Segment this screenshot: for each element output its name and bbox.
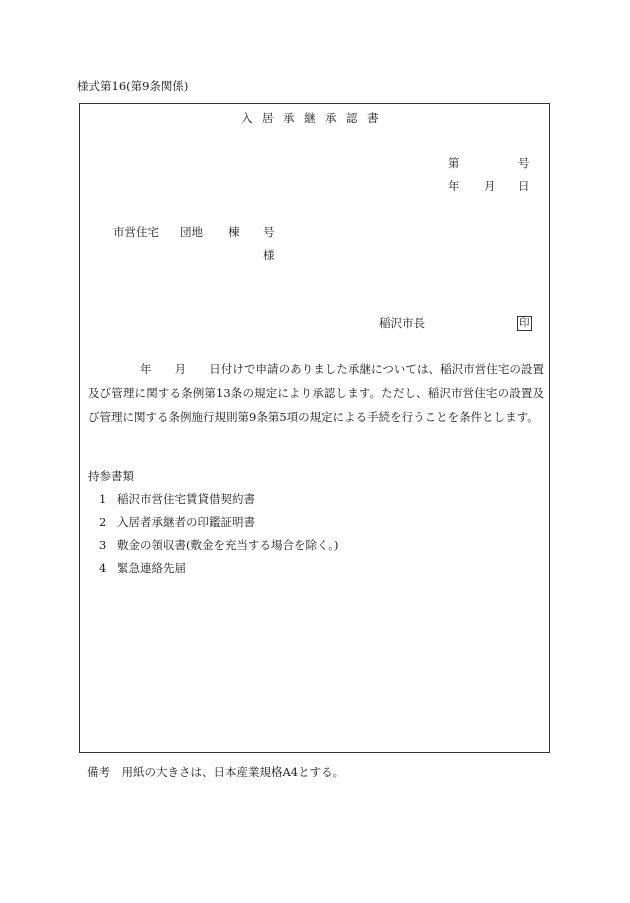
list-item (99, 534, 339, 557)
issuer-name: 稲沢市長 (379, 316, 425, 330)
list-item-label: 入居者承継者の印鑑証明書 (117, 515, 255, 529)
recipient-building: 棟 (228, 225, 240, 239)
list-item-label: 稲沢市営住宅賃貸借契約書 (117, 492, 255, 506)
list-item-label: 敷金の領収書(敷金を充当する場合を除く。) (117, 538, 339, 552)
recipient-housing: 市営住宅 (113, 225, 159, 239)
list-item (99, 557, 339, 580)
recipient-danchi: 団地 (180, 225, 203, 239)
list-item-number: 4 (99, 561, 107, 575)
approval-body-text: 年 月 日付けで申請のありました承継については、稲沢市営住宅の設置及び管理に関する条例第13条の規定により承認します。ただし、稲沢市営住宅の設置及び管理に関する条例施行規則第9条第5項の規定による手続を行うことを条件とします。 (88, 362, 544, 424)
list-item-number: 1 (99, 492, 107, 506)
attachments-list (99, 488, 339, 580)
form-number: 様式第16(第9条関係) (77, 79, 189, 93)
number-prefix: 第 (448, 156, 460, 170)
number-suffix: 号 (518, 156, 530, 170)
list-item-number: 3 (99, 538, 107, 552)
remarks-note: 備考 用紙の大きさは、日本産業規格A4とする。 (87, 765, 345, 779)
date-year: 年 (448, 179, 460, 193)
document-title: 入居承継承認書 (241, 111, 388, 125)
list-item-label: 緊急連絡先届 (117, 561, 186, 575)
date-day: 日 (518, 179, 530, 193)
seal-mark: 印 (519, 317, 530, 329)
recipient-unit: 号 (263, 225, 275, 239)
date-month: 月 (484, 179, 496, 193)
list-item (99, 488, 339, 511)
attachments-heading: 持参書類 (88, 469, 134, 483)
recipient-honorific: 様 (263, 248, 275, 262)
list-item (99, 511, 339, 534)
list-item-number: 2 (99, 515, 107, 529)
